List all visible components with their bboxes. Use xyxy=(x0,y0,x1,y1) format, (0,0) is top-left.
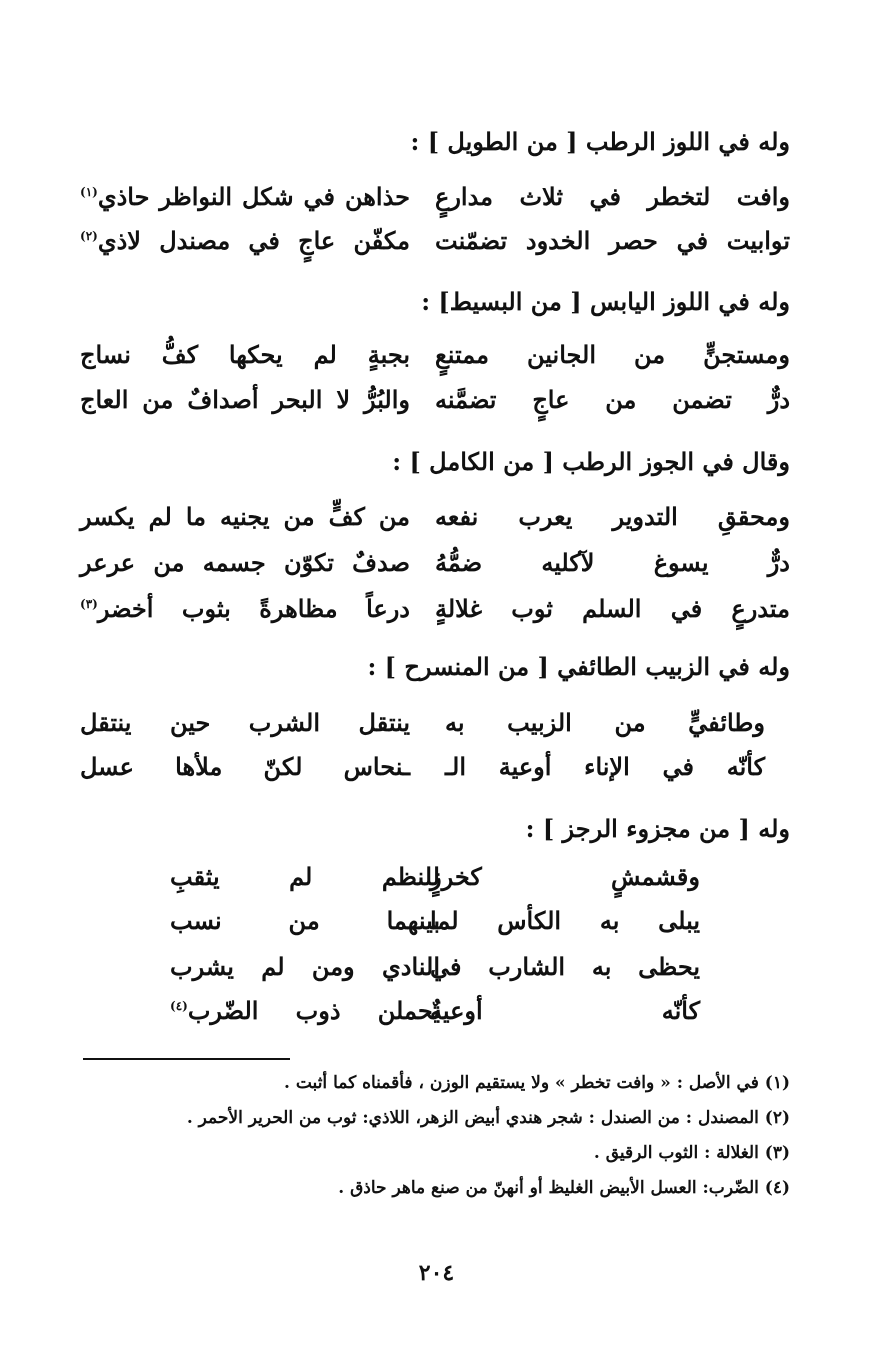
verse-first-hemistich: كأنّه في الإناء أوعية الـ xyxy=(445,752,765,781)
verse-second-hemistich: ينتقل الشرب حين ينتقل xyxy=(80,708,410,737)
section-heading: وله في اللوز الرطب [ من الطويل ] : xyxy=(410,127,790,156)
verse-second-hemistich: بجبةٍ لم يحكها كفُّ نساج xyxy=(80,340,410,369)
verse-second-hemistich: بينهما من نسب xyxy=(170,906,440,935)
verse-line xyxy=(80,383,790,417)
verse-line xyxy=(80,592,790,626)
page-number: ٢٠٤ xyxy=(418,1260,455,1286)
footnote: (٣) الغلالة : الثوب الرقيق . xyxy=(593,1143,790,1163)
verse-second-hemistich: يحملن ذوب الضّرب$^{(٤)}$ xyxy=(170,996,440,1025)
section-heading: وقال في الجوز الرطب [ من الكامل ] : xyxy=(392,447,790,476)
verse-line xyxy=(80,904,790,938)
verse-first-hemistich: يحظى به الشارب في xyxy=(430,952,700,981)
verse-line xyxy=(80,950,790,984)
verse-first-hemistich: وقشمشٍ كخرزٍ xyxy=(430,862,700,891)
footnote-divider xyxy=(83,1058,290,1060)
verse-first-hemistich: وافت لتخطر في ثلاث مدارعٍ xyxy=(435,182,790,211)
verse-first-hemistich: يبلى به الكأس لما xyxy=(430,906,700,935)
verse-line xyxy=(80,750,790,784)
verse-line xyxy=(80,994,790,1028)
section-heading: وله في اللوز اليابس [ من البسيط] : xyxy=(421,287,790,316)
footnote-marker: (٤) xyxy=(170,999,188,1013)
verse-line xyxy=(80,180,790,214)
verse-first-hemistich: ومحققِ التدوير يعرب نفعه xyxy=(435,502,790,531)
verse-line xyxy=(80,224,790,258)
footnote-marker: (٢) xyxy=(80,229,98,243)
verse-second-hemistich: مكفّن عاجٍ في مصندل لاذي$^{(٢)}$ xyxy=(80,226,410,255)
section-heading: وله [ من مجزوء الرجز ] : xyxy=(525,814,790,843)
verse-line xyxy=(80,546,790,580)
verse-line xyxy=(80,860,790,894)
footnote: (٢) المصندل : من الصندل : شجر هندي أبيض الزهر، اللاذي: ثوب من الحرير الأحمر . xyxy=(186,1108,790,1128)
verse-line xyxy=(80,338,790,372)
footnote: (٤) الضّرب: العسل الأبيض الغليظ أو أنهنّ من صنع ماهر حاذق . xyxy=(338,1178,790,1198)
verse-second-hemistich: ـنحاس لكنّ ملأها عسل xyxy=(80,752,410,781)
verse-first-hemistich: كأنّه أوعيةٌ xyxy=(430,996,700,1025)
verse-second-hemistich: للنظم لم يثقبِ xyxy=(170,862,440,891)
verse-line xyxy=(80,500,790,534)
footnote-marker: (١) xyxy=(80,185,98,199)
verse-second-hemistich: من كفٍّ من يجنيه ما لم يكسر xyxy=(80,502,410,531)
verse-line xyxy=(80,706,790,740)
verse-first-hemistich: ومستجنٍّ من الجانين ممتنعٍ xyxy=(435,340,790,369)
verse-first-hemistich: توابيت في حصر الخدود تضمّنت xyxy=(435,226,790,255)
section-heading: وله في الزبيب الطائفي [ من المنسرح ] : xyxy=(367,652,790,681)
verse-second-hemistich: حذاهن في شكل النواظر حاذي$^{(١)}$ xyxy=(80,182,410,211)
verse-second-hemistich: النادي ومن لم يشرب xyxy=(170,952,440,981)
verse-first-hemistich: وطائفيٍّ من الزبيب به xyxy=(445,708,765,737)
footnote-marker: (٣) xyxy=(80,597,98,611)
verse-first-hemistich: متدرعٍ في السلم ثوب غلالةٍ xyxy=(435,594,790,623)
verse-second-hemistich: صدفٌ تكوّن جسمه من عرعر xyxy=(80,548,410,577)
footnote: (١) في الأصل : « وافت تخطر » ولا يستقيم الوزن ، فأقمناه كما أثبت . xyxy=(284,1073,790,1093)
verse-second-hemistich: درعاً مظاهرةً بثوب أخضر$^{(٣)}$ xyxy=(80,594,410,623)
verse-second-hemistich: والبُرُّ لا البحر أصدافٌ من العاج xyxy=(80,385,410,414)
verse-first-hemistich: درٌّ يسوغ لآكليه ضمُّهُ xyxy=(435,548,790,577)
verse-first-hemistich: درٌّ تضمن من عاجٍ تضمَّنه xyxy=(435,385,790,414)
